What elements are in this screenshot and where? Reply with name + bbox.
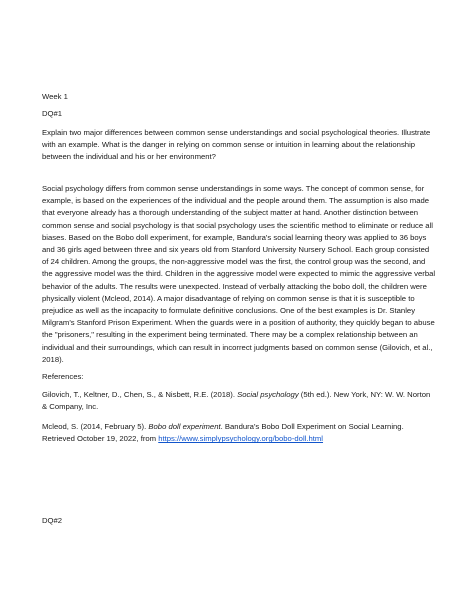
reference-gilovich [42, 389, 436, 413]
dq1-heading: DQ#1 [42, 109, 63, 118]
dq2-heading: DQ#2 [42, 516, 63, 525]
reference-authors: Mcleod, S. (2014, February 5). [42, 422, 149, 431]
reference-mcleod [42, 421, 436, 445]
answer-paragraph: Social psychology differs from common sense understandings in some ways. The concept of common sense, for example, is based on the experiences of the individual and the people around them. The assumption is also made that everyone already has a thorough understanding of the subject matter at hand. Another distinction between common sense and social psychology is that social psychology uses the scientific method to eliminate or reduce all biases. Based on the Bobo doll experiment, for example, Bandura's social learning theory was applied to 36 boys and 36 girls aged between three and six years old from Stanford University Nursery School. Each group consisted of 24 children. Among the groups, the non-aggressive model was the first, the control group was the second, and the aggressive model was the third. Children in the aggressive model were expected to mimic the aggressive verbal behavior of the adults. The results were unexpected. Instead of verbally attacking the bobo doll, the children were physically violent (Mcleod, 2014). A major disadvantage of relying on common sense is that it is susceptible to prejudice as well as the incapacity to formulate definitive conclusions. One of the best examples is Dr. Stanley Milgram's Stanford Prison Experiment. When the guards were in a position of authority, they quickly began to abuse the "prisoners," resulting in the experiment being terminated. There may be a complex relationship between an individual and their surroundings, which can result in incorrect judgments based on common sense (Gilovich, et al., 2018). [42, 184, 436, 364]
references-heading: References: [42, 372, 84, 381]
reference-title: Social psychology [237, 390, 299, 399]
reference-details: (5th ed.). New York, NY: W. W. Norton & Company, Inc. [42, 390, 431, 412]
reference-details: . Bandura's Bobo Doll Experiment on Social Learning. Retrieved October 19, 2022, from [42, 422, 404, 444]
reference-authors: Gilovich, T., Keltner, D., Chen, S., & Nisbett, R.E. (2018). [42, 390, 238, 399]
discussion-prompt: Explain two major differences between common sense understandings and social psychological theories. Illustrate with an example. What is the danger in relying on common sense or intuition in learning about the relationship between the individual and his or her environment? [42, 128, 431, 162]
reference-link[interactable]: https://www.simplypsychology.org/bobo-doll.html [158, 434, 324, 444]
week-label: Week 1 [42, 92, 68, 101]
reference-title: Bobo doll experiment [148, 422, 221, 431]
